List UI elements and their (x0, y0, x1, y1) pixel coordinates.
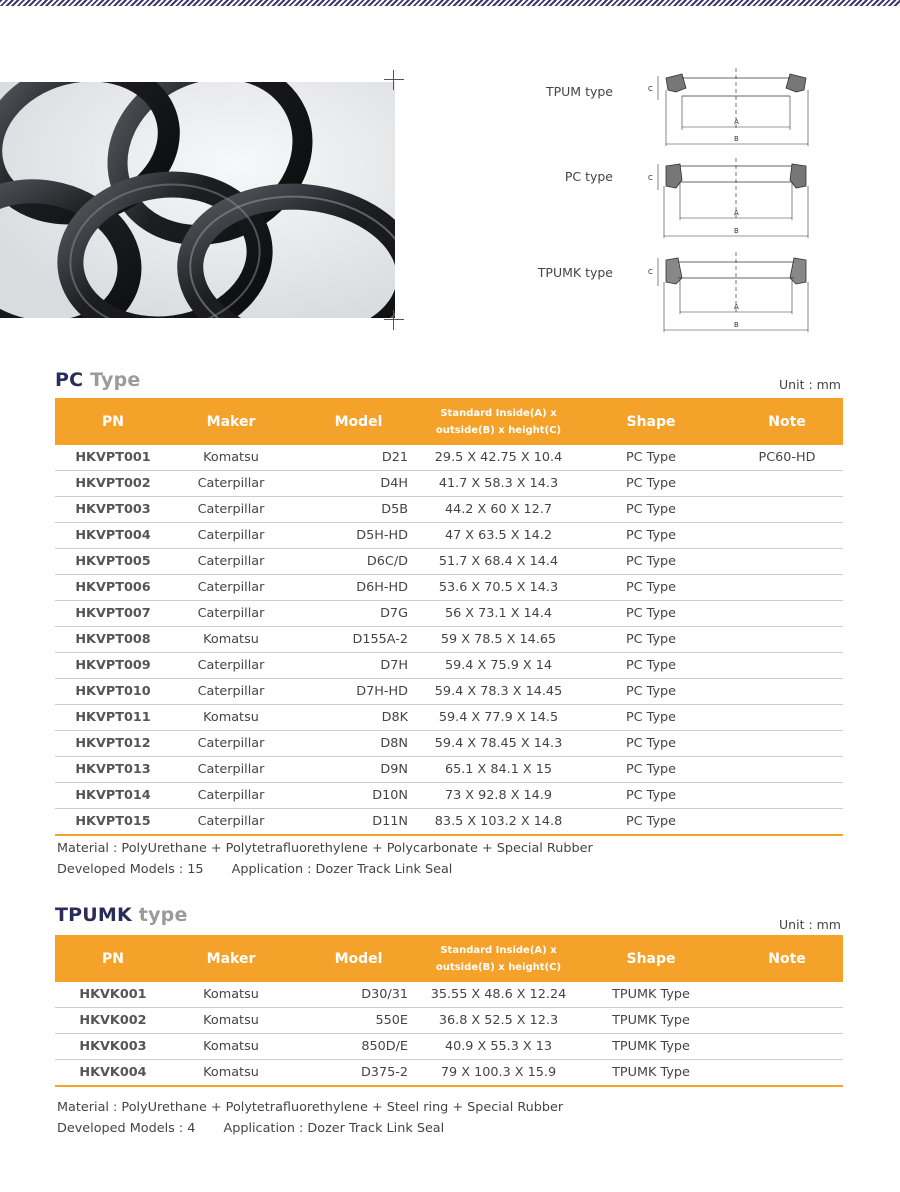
tpumk-unit-label: Unit : mm (779, 917, 841, 932)
shape-cell: PC Type (571, 497, 731, 523)
note-cell (731, 601, 843, 627)
shape-cell: PC Type (571, 653, 731, 679)
table-row (55, 523, 843, 549)
pc-material: Material : PolyUrethane + Polytetrafluorethylene + Polycarbonate + Special Rubber (57, 841, 593, 856)
table-row (55, 575, 843, 601)
size-cell: 53.6 X 70.5 X 14.3 (426, 575, 571, 601)
note-cell (731, 731, 843, 757)
maker-cell: Caterpillar (171, 679, 291, 705)
pc-type-table (55, 398, 843, 836)
col-header-pn: PN (102, 950, 124, 967)
dim-c-label: C (648, 85, 653, 93)
note-cell (731, 783, 843, 809)
note-cell (731, 679, 843, 705)
shape-cell: PC Type (571, 679, 731, 705)
maker-cell: Caterpillar (171, 523, 291, 549)
model-cell: D11N (291, 809, 426, 836)
size-cell: 35.55 X 48.6 X 12.24 (426, 982, 571, 1008)
model-cell: D7H-HD (291, 679, 426, 705)
part-number-cell: HKVK004 (55, 1060, 171, 1087)
model-cell: D10N (291, 783, 426, 809)
crop-mark-icon (384, 310, 404, 330)
tpum-cross-section-diagram (636, 66, 816, 146)
model-cell: 550E (291, 1008, 426, 1034)
size-cell: 79 X 100.3 X 15.9 (426, 1060, 571, 1087)
model-cell: D9N (291, 757, 426, 783)
note-cell (731, 627, 843, 653)
shape-cell: PC Type (571, 471, 731, 497)
svg-text:A: A (734, 209, 739, 217)
maker-cell: Komatsu (171, 1008, 291, 1034)
size-cell: 29.5 X 42.75 X 10.4 (426, 445, 571, 471)
part-number-cell: HKVK002 (55, 1008, 171, 1034)
model-cell: D375-2 (291, 1060, 426, 1087)
shape-cell: PC Type (571, 731, 731, 757)
part-number-cell: HKVPT002 (55, 471, 171, 497)
part-number-cell: HKVPT001 (55, 445, 171, 471)
maker-cell: Caterpillar (171, 757, 291, 783)
size-cell: 44.2 X 60 X 12.7 (426, 497, 571, 523)
maker-cell: Caterpillar (171, 653, 291, 679)
maker-cell: Caterpillar (171, 549, 291, 575)
part-number-cell: HKVPT010 (55, 679, 171, 705)
part-number-cell: HKVPT008 (55, 627, 171, 653)
tpumk-info-block (57, 1097, 563, 1139)
part-number-cell: HKVPT007 (55, 601, 171, 627)
size-cell: 59.4 X 77.9 X 14.5 (426, 705, 571, 731)
seal-rings-photo (0, 82, 395, 318)
model-cell: D21 (291, 445, 426, 471)
table-header-row (55, 935, 843, 982)
pc-cross-section-diagram (636, 158, 816, 238)
maker-cell: Komatsu (171, 982, 291, 1008)
shape-cell: TPUMK Type (571, 1008, 731, 1034)
size-cell: 51.7 X 68.4 X 14.4 (426, 549, 571, 575)
col-header-shape: Shape (626, 950, 676, 967)
part-number-cell: HKVPT012 (55, 731, 171, 757)
svg-text:A: A (734, 118, 739, 126)
shape-cell: TPUMK Type (571, 982, 731, 1008)
size-cell: 47 X 63.5 X 14.2 (426, 523, 571, 549)
shape-cell: PC Type (571, 601, 731, 627)
size-cell: 56 X 73.1 X 14.4 (426, 601, 571, 627)
size-cell: 40.9 X 55.3 X 13 (426, 1034, 571, 1060)
col-header-standard: Standard Inside(A) x outside(B) x height(C) (435, 407, 562, 436)
table-row (55, 731, 843, 757)
table-row (55, 982, 843, 1008)
part-number-cell: HKVPT011 (55, 705, 171, 731)
shape-cell: PC Type (571, 575, 731, 601)
tpumk-developed-models: Developed Models : 4 (57, 1121, 196, 1136)
shape-cell: PC Type (571, 809, 731, 836)
col-header-shape: Shape (626, 413, 676, 430)
svg-text:C: C (648, 174, 653, 182)
pc-application: Application : Dozer Track Link Seal (231, 862, 453, 877)
svg-text:B: B (734, 135, 739, 143)
part-number-cell: HKVPT009 (55, 653, 171, 679)
model-cell: D4H (291, 471, 426, 497)
model-cell: D8K (291, 705, 426, 731)
maker-cell: Caterpillar (171, 809, 291, 836)
col-header-maker: Maker (206, 950, 256, 967)
diagram-label-tpum: TPUM type (545, 84, 613, 99)
maker-cell: Caterpillar (171, 783, 291, 809)
note-cell (731, 575, 843, 601)
shape-cell: PC Type (571, 705, 731, 731)
tpumk-material: Material : PolyUrethane + Polytetrafluorethylene + Steel ring + Special Rubber (57, 1100, 564, 1115)
tpumk-cross-section-diagram (636, 252, 816, 332)
diagram-label-pc: PC type (564, 169, 613, 184)
size-cell: 59.4 X 75.9 X 14 (426, 653, 571, 679)
model-cell: D7H (291, 653, 426, 679)
part-number-cell: HKVPT003 (55, 497, 171, 523)
shape-cell: PC Type (571, 757, 731, 783)
table-row (55, 1060, 843, 1087)
part-number-cell: HKVPT013 (55, 757, 171, 783)
note-cell: PC60-HD (731, 445, 843, 471)
tpumk-models-application (57, 1118, 563, 1139)
size-cell: 73 X 92.8 X 14.9 (426, 783, 571, 809)
model-cell: D6H-HD (291, 575, 426, 601)
note-cell (731, 1034, 843, 1060)
part-number-cell: HKVK001 (55, 982, 171, 1008)
svg-text:A: A (734, 303, 739, 311)
maker-cell: Komatsu (171, 1034, 291, 1060)
note-cell (731, 809, 843, 836)
pc-unit-label: Unit : mm (779, 377, 841, 392)
svg-text:B: B (734, 227, 739, 235)
note-cell (731, 1008, 843, 1034)
shape-cell: PC Type (571, 445, 731, 471)
shape-cell: TPUMK Type (571, 1060, 731, 1087)
table-header-row (55, 398, 843, 445)
note-cell (731, 549, 843, 575)
model-cell: D5H-HD (291, 523, 426, 549)
crop-mark-icon (384, 70, 404, 90)
maker-cell: Komatsu (171, 445, 291, 471)
table-row (55, 809, 843, 836)
diagram-label-tpumk: TPUMK type (537, 265, 613, 280)
col-header-note: Note (768, 950, 806, 967)
table-row (55, 549, 843, 575)
model-cell: D8N (291, 731, 426, 757)
tpumk-application: Application : Dozer Track Link Seal (223, 1121, 445, 1136)
part-number-cell: HKVPT005 (55, 549, 171, 575)
maker-cell: Caterpillar (171, 601, 291, 627)
size-cell: 59.4 X 78.45 X 14.3 (426, 731, 571, 757)
maker-cell: Komatsu (171, 627, 291, 653)
note-cell (731, 497, 843, 523)
size-cell: 59 X 78.5 X 14.65 (426, 627, 571, 653)
pc-models-application (57, 859, 593, 880)
table-row (55, 497, 843, 523)
part-number-cell: HKVPT006 (55, 575, 171, 601)
tpumk-type-table (55, 935, 843, 1087)
size-cell: 83.5 X 103.2 X 14.8 (426, 809, 571, 836)
note-cell (731, 653, 843, 679)
note-cell (731, 471, 843, 497)
top-decorative-band (0, 0, 900, 6)
table-row (55, 653, 843, 679)
col-header-model: Model (334, 950, 383, 967)
table-row (55, 757, 843, 783)
col-header-pn: PN (102, 413, 124, 430)
tpumk-section-title: TPUMK type (55, 904, 188, 926)
shape-cell: PC Type (571, 523, 731, 549)
note-cell (731, 523, 843, 549)
part-number-cell: HKVPT004 (55, 523, 171, 549)
pc-section-title: PC Type (55, 369, 141, 391)
maker-cell: Caterpillar (171, 497, 291, 523)
maker-cell: Caterpillar (171, 575, 291, 601)
table-row (55, 627, 843, 653)
note-cell (731, 705, 843, 731)
pc-info-block (57, 838, 593, 880)
size-cell: 36.8 X 52.5 X 12.3 (426, 1008, 571, 1034)
svg-text:B: B (734, 321, 739, 329)
model-cell: D30/31 (291, 982, 426, 1008)
note-cell (731, 757, 843, 783)
col-header-note: Note (768, 413, 806, 430)
pc-developed-models: Developed Models : 15 (57, 862, 204, 877)
shape-cell: PC Type (571, 549, 731, 575)
maker-cell: Komatsu (171, 705, 291, 731)
table-row (55, 601, 843, 627)
maker-cell: Caterpillar (171, 471, 291, 497)
col-header-model: Model (334, 413, 383, 430)
size-cell: 41.7 X 58.3 X 14.3 (426, 471, 571, 497)
table-row (55, 705, 843, 731)
part-number-cell: HKVPT014 (55, 783, 171, 809)
part-number-cell: HKVK003 (55, 1034, 171, 1060)
size-cell: 65.1 X 84.1 X 15 (426, 757, 571, 783)
svg-text:C: C (648, 268, 653, 276)
table-row (55, 679, 843, 705)
maker-cell: Komatsu (171, 1060, 291, 1087)
model-cell: D6C/D (291, 549, 426, 575)
table-row (55, 1034, 843, 1060)
table-row (55, 1008, 843, 1034)
table-row (55, 471, 843, 497)
note-cell (731, 1060, 843, 1087)
model-cell: 850D/E (291, 1034, 426, 1060)
table-row (55, 783, 843, 809)
shape-cell: TPUMK Type (571, 1034, 731, 1060)
col-header-maker: Maker (206, 413, 256, 430)
part-number-cell: HKVPT015 (55, 809, 171, 836)
model-cell: D7G (291, 601, 426, 627)
shape-cell: PC Type (571, 627, 731, 653)
shape-cell: PC Type (571, 783, 731, 809)
model-cell: D155A-2 (291, 627, 426, 653)
size-cell: 59.4 X 78.3 X 14.45 (426, 679, 571, 705)
model-cell: D5B (291, 497, 426, 523)
note-cell (731, 982, 843, 1008)
maker-cell: Caterpillar (171, 731, 291, 757)
col-header-standard: Standard Inside(A) x outside(B) x height(C) (435, 944, 562, 973)
table-row (55, 445, 843, 471)
